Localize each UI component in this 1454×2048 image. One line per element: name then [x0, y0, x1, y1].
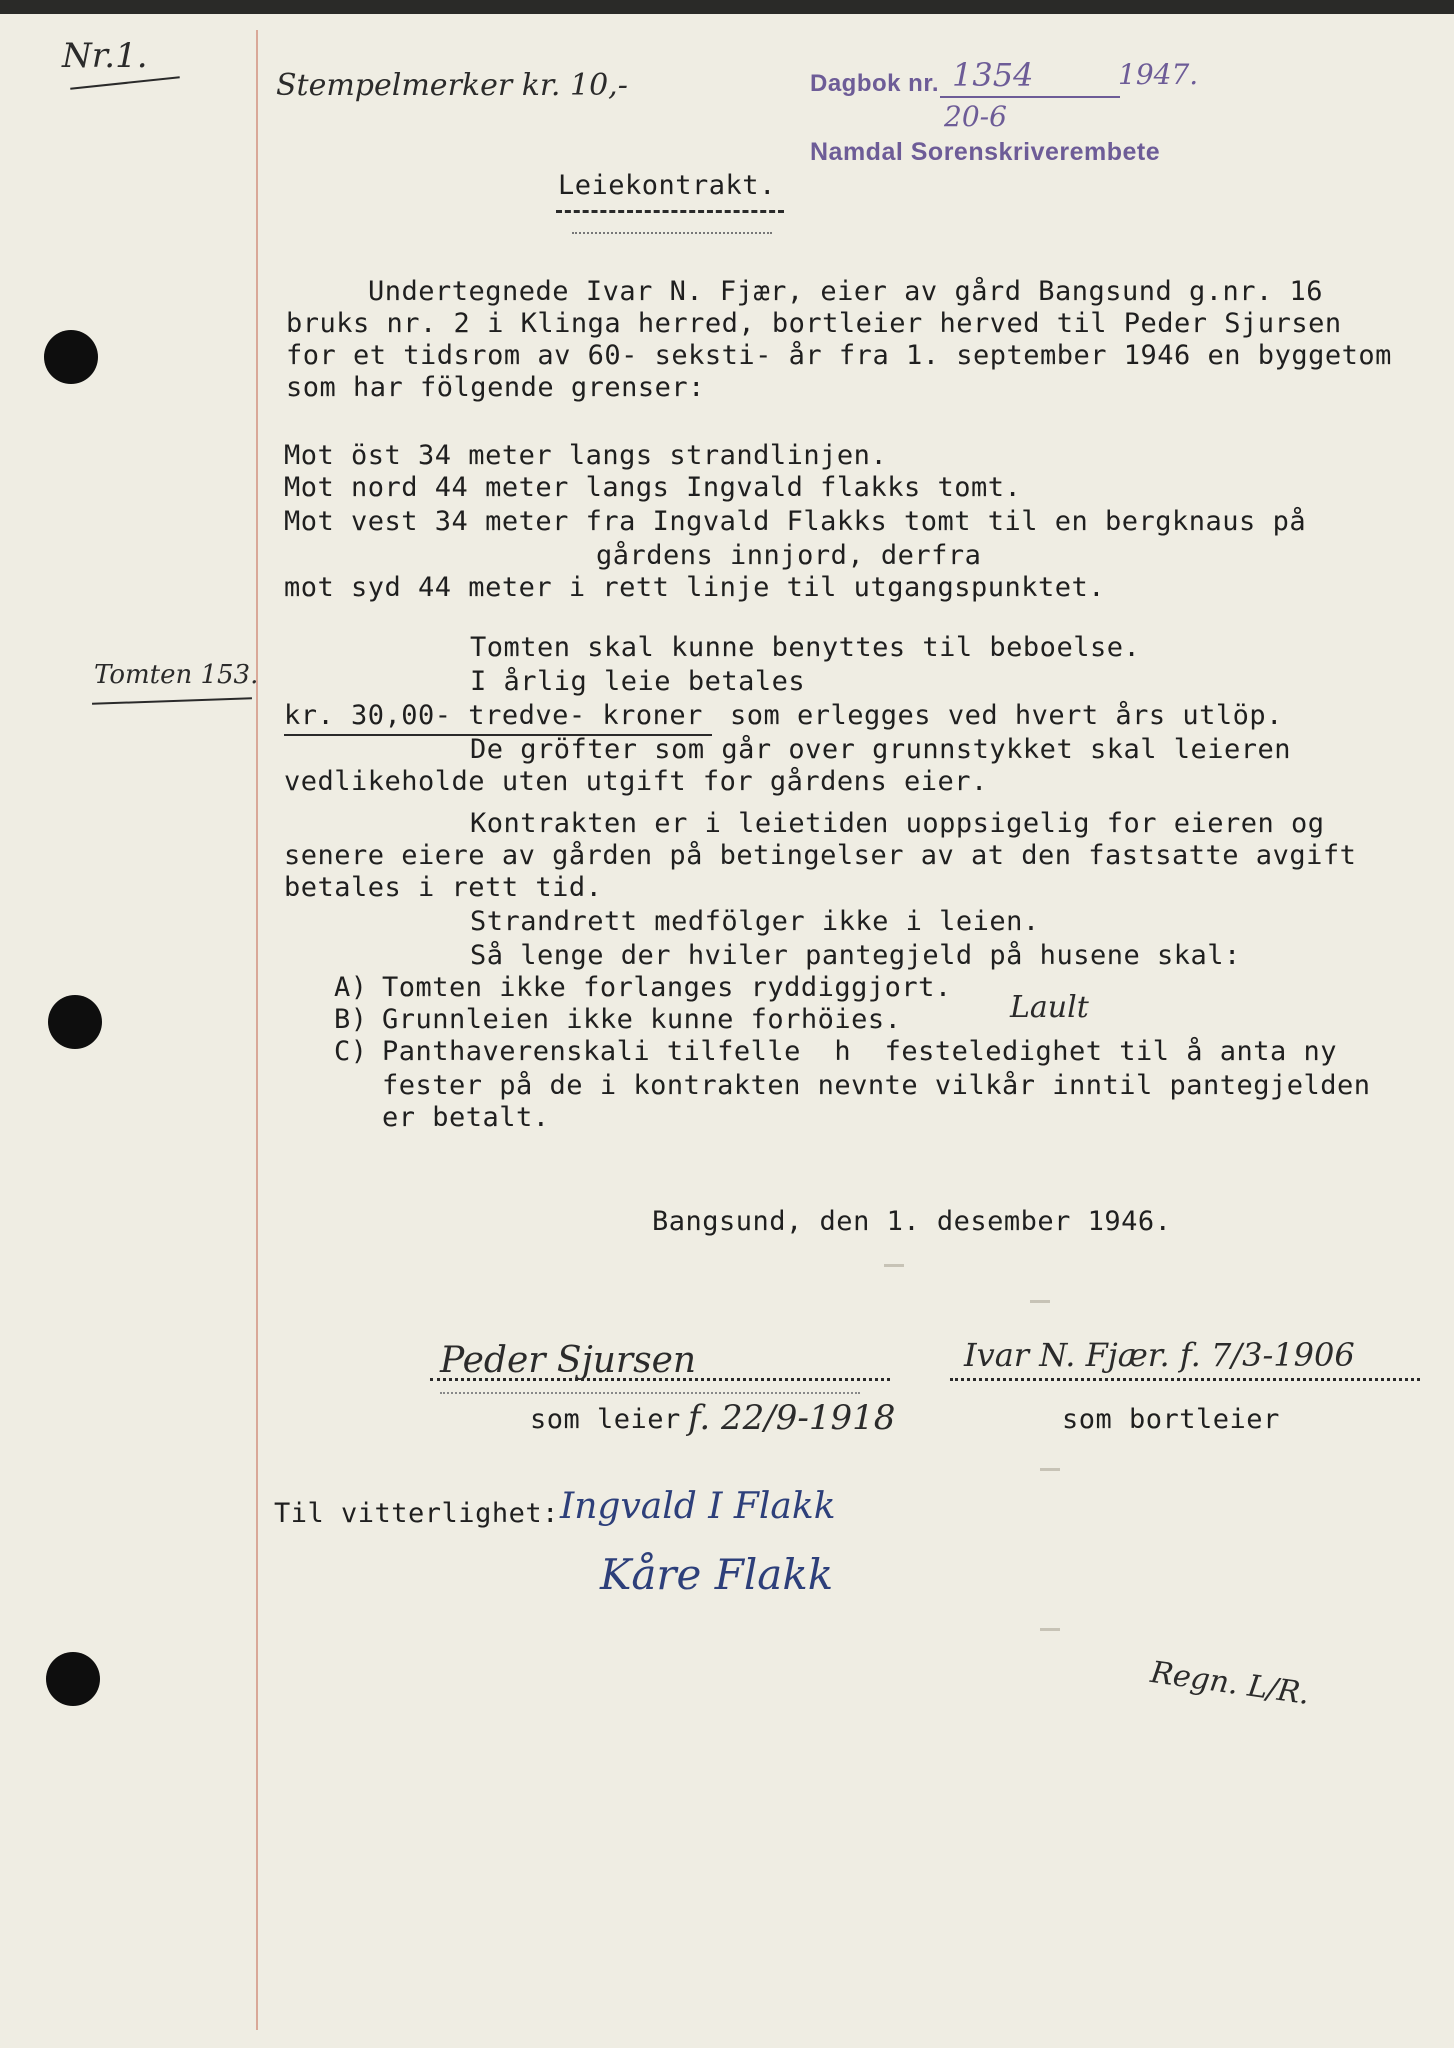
punch-hole-bottom	[46, 1652, 100, 1706]
tenant-signature-line	[430, 1378, 890, 1381]
mortgage-intro: Så lenge der hviler pantegjeld på husene skal:	[470, 940, 1241, 971]
item-c-text: Panthaverenskali tilfelle h festeledighet til å anta ny	[382, 1036, 1338, 1067]
item-a-label: A)	[334, 972, 368, 1003]
title-underline-faint	[572, 232, 772, 234]
intro-line-4: som har fölgende grenser:	[286, 372, 705, 403]
intro-line-2: bruks nr. 2 i Klinga herred, bortleier herved til Peder Sjursen	[286, 308, 1342, 339]
rent-amount: kr. 30,00- tredve- kroner	[284, 700, 703, 731]
item-b-label: B)	[334, 1004, 368, 1035]
stamp-number-line	[940, 96, 1120, 98]
registration-initials: Regn. L/R.	[1148, 1655, 1312, 1712]
margin-note-underline	[70, 76, 180, 89]
item-c-label: C)	[334, 1036, 368, 1067]
ditches-line-2: vedlikeholde uten utgift for gårdens eier.	[284, 766, 988, 797]
tenant-role: som leier	[530, 1404, 681, 1435]
landlord-role: som bortleier	[1062, 1404, 1280, 1435]
insertion-handwritten: Lault	[1010, 990, 1089, 1025]
bound-south: mot syd 44 meter i rett linje til utgangspunktet.	[284, 572, 1106, 603]
rent-intro: I årlig leie betales	[470, 666, 806, 697]
bound-east: Mot öst 34 meter langs strandlinjen.	[284, 440, 888, 471]
witness-signature-1: Ingvald I Flakk	[560, 1486, 836, 1527]
tenant-signature-line-faint	[440, 1392, 860, 1394]
ditches-line-1: De gröfter som går over grunnstykket skal leieren	[470, 734, 1292, 765]
bleed-mark	[884, 1264, 904, 1267]
margin-note-number: Nr.1.	[62, 36, 148, 76]
stamp-duty-note: Stempelmerker kr. 10,-	[276, 68, 628, 103]
margin-note-tomt-underline	[92, 697, 252, 705]
intro-line-3: for et tidsrom av 60- seksti- år fra 1. september 1946 en byggetom	[286, 340, 1392, 371]
bound-west-cont: gårdens innjord, derfra	[596, 540, 982, 571]
tenant-birth: f. 22/9-1918	[688, 1398, 896, 1438]
item-c-cont-1: fester på de i kontrakten nevnte vilkår inntil pantegjelden	[382, 1070, 1371, 1101]
punch-hole-middle	[48, 995, 102, 1049]
margin-note-tomt: Tomten 153.	[94, 660, 259, 690]
witness-label: Til vitterlighet:	[274, 1498, 559, 1529]
item-c-cont-2: er betalt.	[382, 1102, 550, 1133]
bound-west: Mot vest 34 meter fra Ingvald Flakks tomt til en bergknaus på	[284, 506, 1307, 537]
witness-signature-2: Kåre Flakk	[600, 1550, 834, 1599]
tenant-signature: Peder Sjursen	[440, 1340, 697, 1381]
margin-line	[256, 30, 258, 2030]
use-clause: Tomten skal kunne benyttes til beboelse.	[470, 632, 1141, 663]
bleed-mark	[1030, 1300, 1050, 1303]
termination-line-3: betales i rett tid.	[284, 872, 603, 903]
landlord-signature-line	[950, 1378, 1420, 1381]
stamp-diary-label: Dagbok nr.	[810, 70, 940, 97]
termination-line-2: senere eiere av gården på betingelser av at den fastsatte avgift	[284, 840, 1357, 871]
intro-line-1: Undertegnede Ivar N. Fjær, eier av gård Bangsund g.nr. 16	[368, 276, 1324, 307]
stamp-date: 20-6	[944, 100, 1007, 133]
place-date: Bangsund, den 1. desember 1946.	[652, 1206, 1172, 1237]
bound-north: Mot nord 44 meter langs Ingvald flakks tomt.	[284, 472, 1022, 503]
punch-hole-top	[44, 330, 98, 384]
title-underline	[556, 210, 784, 213]
rent-terms: som erlegges ved hvert års utlöp.	[730, 700, 1283, 731]
scan-edge	[0, 0, 1454, 14]
document-title: Leiekontrakt.	[558, 170, 776, 201]
item-a-text: Tomten ikke forlanges ryddiggjort.	[382, 972, 952, 1003]
landlord-signature: Ivar N. Fjær. f. 7/3-1906	[964, 1336, 1355, 1374]
stamp-year: 1947.	[1118, 58, 1199, 91]
bleed-mark	[1040, 1628, 1060, 1631]
bleed-mark	[1040, 1468, 1060, 1471]
stamp-office: Namdal Sorenskriverembete	[810, 138, 1161, 166]
termination-line-1: Kontrakten er i leietiden uoppsigelig for eieren og	[470, 808, 1325, 839]
shore-clause: Strandrett medfölger ikke i leien.	[470, 906, 1040, 937]
item-b-text: Grunnleien ikke kunne forhöies.	[382, 1004, 902, 1035]
stamp-diary-number: 1354	[952, 56, 1034, 94]
